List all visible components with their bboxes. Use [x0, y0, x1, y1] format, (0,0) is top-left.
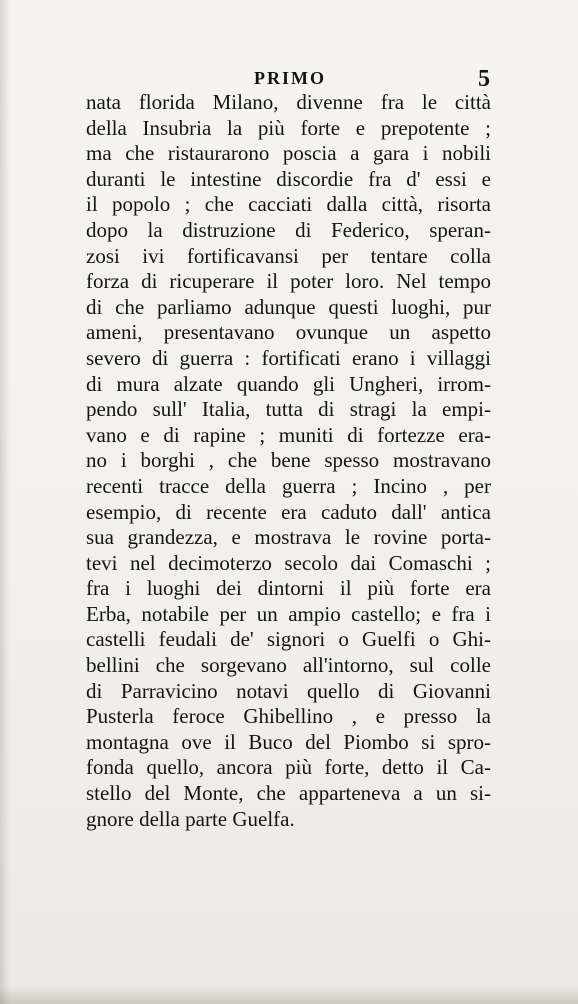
- text-line: ameni, presentavano ovunque un aspetto: [86, 320, 491, 345]
- text-line: Erba, notabile per un ampio castello; e fra i: [86, 601, 491, 626]
- text-line: dopo la distruzione di Federico, speran-: [86, 217, 491, 242]
- body-text: [86, 90, 491, 832]
- text-line: no i borghi , che bene spesso mostravano: [86, 448, 491, 473]
- text-line: duranti le intestine discordie fra d' essi e: [86, 166, 491, 191]
- text-line: forza di ricuperare il poter loro. Nel tempo: [86, 269, 491, 294]
- text-line: tevi nel decimoterzo secolo dai Comaschi ;: [86, 550, 491, 575]
- text-line: montagna ove il Buco del Piombo si spro-: [86, 729, 491, 754]
- text-line: fonda quello, ancora più forte, detto il Ca-: [86, 755, 491, 780]
- text-line: severo di guerra : fortificati erano i villaggi: [86, 345, 491, 370]
- text-line: di che parliamo adunque questi luoghi, pur: [86, 294, 491, 319]
- text-line: nata florida Milano, divenne fra le città: [86, 90, 491, 114]
- text-line: bellini che sorgevano all'intorno, sul colle: [86, 653, 491, 678]
- text-line: sua grandezza, e mostrava le rovine porta-: [86, 525, 491, 550]
- text-line: vano e di rapine ; muniti di fortezze era-: [86, 422, 491, 447]
- text-line: recenti tracce della guerra ; Incino , per: [86, 473, 491, 498]
- gutter-shadow: [0, 0, 10, 1004]
- text-line: di mura alzate quando gli Ungheri, irrom-: [86, 371, 491, 396]
- text-line: fra i luoghi dei dintorni il più forte era: [86, 576, 491, 601]
- text-line: il popolo ; che cacciati dalla città, risorta: [86, 192, 491, 217]
- text-line: di Parravicino notavi quello di Giovanni: [86, 678, 491, 703]
- text-line: pendo sull' Italia, tutta di stragi la empi-: [86, 397, 491, 422]
- text-line: Pusterla feroce Ghibellino , e presso la: [86, 704, 491, 729]
- text-line: castelli feudali de' signori o Guelfi o Ghi-: [86, 627, 491, 652]
- page-edge-shadow: [0, 986, 578, 1004]
- text-line: zosi ivi fortificavansi per tentare colla: [86, 243, 491, 268]
- text-line: ma che ristaurarono poscia a gara i nobili: [86, 141, 491, 166]
- text-line: della Insubria la più forte e prepotente ;: [86, 115, 491, 140]
- page-number: 5: [478, 66, 490, 92]
- text-line: esempio, di recente era caduto dall' antica: [86, 499, 491, 524]
- running-title: PRIMO: [254, 68, 326, 88]
- text-line: stello del Monte, che apparteneva a un si-: [86, 781, 491, 806]
- text-line: gnore della parte Guelfa.: [86, 806, 295, 831]
